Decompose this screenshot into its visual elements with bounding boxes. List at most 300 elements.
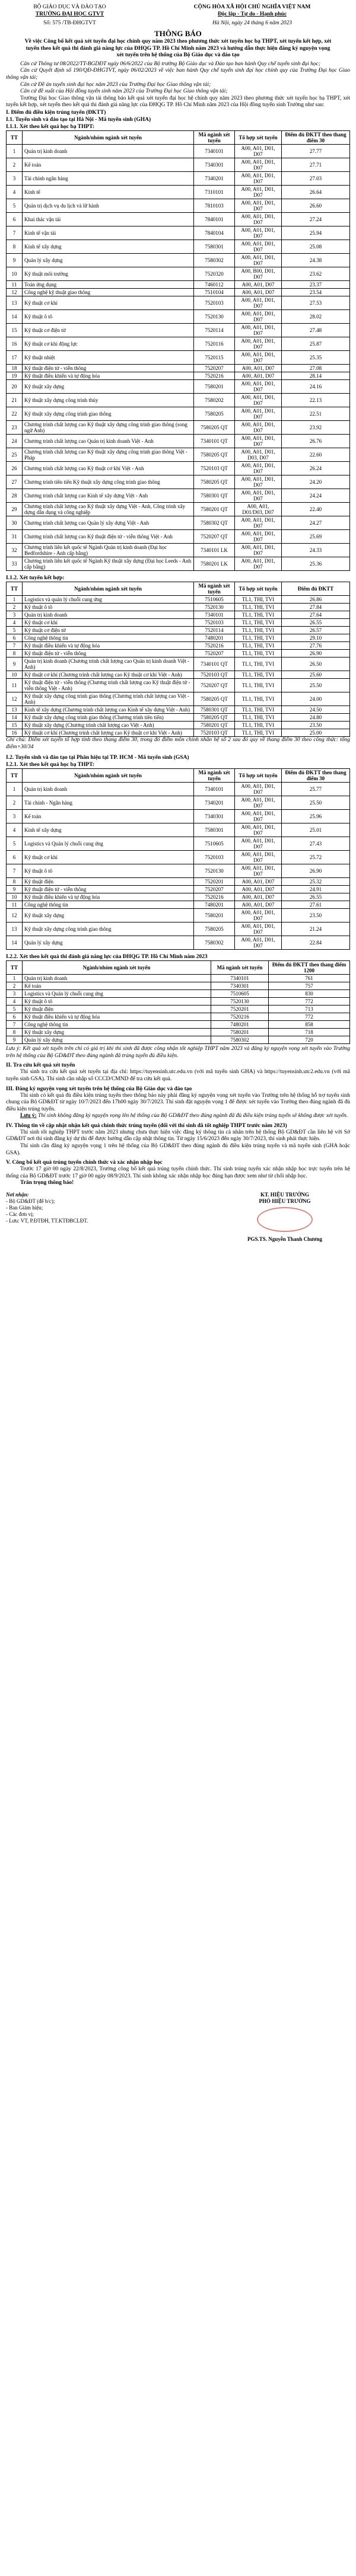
table-cell: 26.57 — [282, 626, 350, 634]
intro-block — [6, 61, 350, 109]
table-cell: 7520103 QT — [194, 671, 235, 678]
table-cell: TL1, THI, TVI — [235, 626, 282, 634]
table-cell: 6 — [7, 634, 23, 641]
table-cell: 25.08 — [282, 240, 350, 253]
table-cell: 7580205 QT — [194, 692, 235, 706]
header-left — [6, 4, 134, 27]
table-cell: Kỹ thuật môi trường — [23, 267, 194, 280]
table-row — [7, 982, 350, 990]
table-cell: 9 — [7, 657, 23, 671]
table-cell: Toán ứng dụng — [23, 280, 194, 288]
table-cell: 7340101 — [194, 611, 235, 618]
column-header: Mã ngành xét tuyển — [194, 769, 235, 783]
table-row — [7, 379, 350, 393]
table-cell: 7 — [7, 641, 23, 649]
table-cell: 14 — [7, 713, 23, 721]
table-cell: 14 — [7, 309, 23, 323]
table-cell: 7580201 QT — [194, 721, 235, 729]
table-cell: Chương trình liên kết quốc tế Ngành Kỹ thuật xây dựng (Đại học Leeds - Anh cấp bằng) — [23, 557, 194, 570]
column-header: TT — [7, 961, 23, 975]
table-cell: A00, A01, D01, D07 — [235, 350, 282, 364]
table-cell: 3 — [7, 810, 23, 823]
recipient-item: - Các đơn vị; — [6, 1211, 34, 1218]
table-cell: A00, A01, D01, D07 — [235, 212, 282, 226]
table-cell: 7580301 QT — [194, 489, 235, 502]
table-row — [7, 372, 350, 379]
table-cell: 7580201 — [211, 1029, 269, 1036]
table-cell: Kỹ thuật ô tô — [23, 309, 194, 323]
table-cell: 33 — [7, 557, 23, 570]
table-cell: 24.16 — [282, 379, 350, 393]
table-row — [7, 975, 350, 982]
table-cell: 11 — [7, 280, 23, 288]
table-cell: 4 — [7, 618, 23, 626]
table-cell: 7580301 QT — [194, 706, 235, 713]
table-cell: 7520216 — [211, 1013, 269, 1021]
table-cell: 13 — [7, 296, 23, 309]
table-cell: Kỹ thuật điện tử - viễn thông (Chương trình chất lượng cao Kỹ thuật điện tử - viễn thông Việt - Anh) — [23, 678, 194, 692]
table-cell: A00, A01, D01, D07 — [235, 393, 282, 407]
table-row — [7, 1036, 350, 1044]
table-cell: Kỹ thuật xây dựng — [23, 379, 194, 393]
table-cell: 22.60 — [282, 448, 350, 461]
table-row — [7, 936, 350, 950]
table-cell: 27.48 — [282, 323, 350, 337]
table-cell: 21 — [7, 393, 23, 407]
table-cell: Kỹ thuật ô tô — [23, 998, 211, 1005]
table-cell: 7340301 — [194, 158, 235, 171]
table-cell: 9 — [7, 1036, 23, 1044]
table-cell: 21.24 — [282, 922, 350, 936]
table-cell: 25.69 — [282, 529, 350, 543]
table-note: Ghi chú: Điểm xét tuyển tổ hợp tính theo thang điểm 30, trong đó điểm môn chính nhân hệ số 2 sau đó quy về thang điểm 30 theo công thức: tổng điểm×30/34 — [6, 736, 350, 750]
table-cell: Kỹ thuật điều khiển và tự động hóa — [23, 893, 194, 901]
table-cell: 27 — [7, 475, 23, 489]
table-row — [7, 502, 350, 516]
intro-paragraph: Căn cứ Quyết định số 190/QĐ-ĐHGTVT, ngày 06/02/2023 về việc ban hành Quy chế tuyển sinh đại học chính quy của Trường Đại học Giao thông vận tải; — [6, 68, 350, 81]
table-cell: 7580201 — [194, 379, 235, 393]
table-cell: 6 — [7, 212, 23, 226]
table-row — [7, 350, 350, 364]
table-cell: Kỹ thuật cơ điện tử — [23, 626, 194, 634]
table-row — [7, 603, 350, 611]
table-cell: 7340101 QT — [194, 434, 235, 448]
table-row — [7, 393, 350, 407]
table-cell: 15 — [7, 721, 23, 729]
table-cell: 7 — [7, 1021, 23, 1029]
table-cell: Quản lý xây dựng — [23, 936, 194, 950]
table-cell: 7580201 QT — [194, 502, 235, 516]
table-cell: 24.80 — [282, 713, 350, 721]
table-row — [7, 729, 350, 736]
table-row — [7, 641, 350, 649]
table-cell: 7580201 — [194, 909, 235, 922]
table-cell: A00, A01, D01, D07 — [235, 199, 282, 212]
table-cell: 7580205 — [194, 407, 235, 420]
table-cell: A00, A01, D01, D07 — [235, 461, 282, 475]
table-cell: 8 — [7, 649, 23, 657]
table-row — [7, 851, 350, 864]
closing-text: Trân trọng thông báo! — [20, 1180, 74, 1186]
table-cell: 7520115 — [194, 350, 235, 364]
column-header: Tổ hợp xét tuyển — [235, 769, 282, 783]
table-cell: Công nghệ thông tin — [23, 901, 194, 909]
table-cell: Kỹ thuật xây dựng công trình thủy — [23, 393, 194, 407]
table-cell: 7580202 — [194, 393, 235, 407]
table-ha-noi-ket-hop — [6, 582, 350, 737]
table-cell: 7340101 QT — [194, 657, 235, 671]
table-cell: 25.94 — [282, 226, 350, 240]
intro-paragraph: Căn cứ Thông tư 08/2022/TT-BGDĐT ngày 06/6/2022 của Bộ trưởng Bộ Giáo dục và Đào tạo ban hành Quy chế tuyển sinh đại học; — [20, 60, 321, 67]
table-cell: 7580302 — [211, 1036, 269, 1044]
table-row — [7, 253, 350, 267]
table-cell: 27.71 — [282, 158, 350, 171]
table-cell: A00, A01, D07 — [235, 878, 282, 886]
table-row — [7, 516, 350, 529]
table-row — [7, 1013, 350, 1021]
table-cell: 6 — [7, 851, 23, 864]
table-cell: 757 — [269, 982, 350, 990]
table-row — [7, 296, 350, 309]
table-cell: 25.96 — [282, 810, 350, 823]
table-cell: 7520320 — [194, 267, 235, 280]
table-cell: 28.14 — [282, 372, 350, 379]
table-cell: 7340301 — [194, 810, 235, 823]
table-cell: Kỹ thuật cơ khí (Chương trình chất lượng cao Kỹ thuật cơ khí Việt - Anh) — [23, 729, 194, 736]
table-cell: A00, A01, D01, D07 — [235, 516, 282, 529]
table-cell: 7520114 — [194, 323, 235, 337]
table-cell: 720 — [269, 1036, 350, 1044]
table-row — [7, 837, 350, 851]
table-row — [7, 618, 350, 626]
table-cell: TL1, THI, TVI — [235, 657, 282, 671]
table-cell: A00, A01, D07 — [235, 364, 282, 372]
intro-paragraph: Căn cứ đề xuất của Hội đồng tuyển sinh năm 2023 của Trường Đại học Giao thông vận tải; — [20, 88, 228, 95]
table-cell: Kế toán — [23, 982, 211, 990]
section-heading: I.2.1. Xét theo kết quả học bạ THPT: — [6, 762, 95, 768]
table-cell: 5 — [7, 199, 23, 212]
table-cell: Chương trình chất lượng cao Kỹ thuật điện tử - viễn thông Việt - Anh — [23, 529, 194, 543]
table-cell: 27.43 — [282, 837, 350, 851]
table-row — [7, 543, 350, 557]
table-cell: 23.54 — [282, 288, 350, 296]
table-cell: 24.50 — [282, 706, 350, 713]
table-cell: 1 — [7, 144, 23, 158]
table-cell: Kỹ thuật nhiệt — [23, 350, 194, 364]
table-cell: 15 — [7, 323, 23, 337]
recipient-item: - Bộ GD&ĐT (để b/c); — [6, 1198, 55, 1205]
table-header-row — [7, 769, 350, 783]
table-cell: 772 — [269, 998, 350, 1005]
table-cell: Kinh tế vận tải — [23, 226, 194, 240]
table-cell: 27.53 — [282, 296, 350, 309]
table-cell: 7580205 QT — [194, 713, 235, 721]
table-cell: 7510605 — [194, 595, 235, 603]
table-cell: Kỹ thuật điều khiển và tự động hóa — [23, 372, 194, 379]
table-cell: 27.61 — [282, 901, 350, 909]
table-cell: 25 — [7, 448, 23, 461]
official-stamp — [220, 1207, 350, 1234]
table-cell: 2 — [7, 603, 23, 611]
table-row — [7, 199, 350, 212]
table-cell: A00, A01, D07 — [235, 893, 282, 901]
section-note: Thí sinh không đăng ký nguyện vọng lên hệ thống của Bộ GD&ĐT theo đúng ngành đã đủ điều kiện trúng tuyển sẽ không được xét tuyển. — [37, 1113, 348, 1119]
table-cell: 7520216 — [194, 372, 235, 379]
column-header: Mã ngành xét tuyển — [194, 582, 235, 595]
table-cell: 26.60 — [282, 199, 350, 212]
table-row — [7, 678, 350, 692]
table-cell: 22.13 — [282, 393, 350, 407]
table-cell: Kỹ thuật xây dựng — [23, 1029, 211, 1036]
table-row — [7, 1005, 350, 1013]
table-row — [7, 909, 350, 922]
table-cell: 7520103 — [194, 618, 235, 626]
table-cell: 7 — [7, 864, 23, 878]
table-cell: 7520116 — [194, 337, 235, 350]
table-cell: Kinh tế xây dựng — [23, 823, 194, 837]
table-row — [7, 823, 350, 837]
table-cell: 11 — [7, 678, 23, 692]
table-cell: 7580205 QT — [194, 448, 235, 461]
table-cell: 7520103 QT — [194, 461, 235, 475]
section-heading: II. Tra cứu kết quả xét tuyển — [6, 1062, 75, 1069]
table-cell: 25.36 — [282, 557, 350, 570]
column-header: TT — [7, 769, 23, 783]
table-cell: 24.20 — [282, 475, 350, 489]
table-cell: 1 — [7, 595, 23, 603]
table-cell: 24.24 — [282, 489, 350, 502]
table-row — [7, 323, 350, 337]
table-cell: A00, A01, D07 — [235, 901, 282, 909]
intro-paragraph: Trường Đại học Giao thông vận tải thông báo kết quả xét tuyển đại học hệ chính quy năm 2023 theo phương thức xét tuyển học bạ THPT, xét tuyển kết hợp, xét tuyển theo kết quả thi đánh giá năng lực của ĐHQG TP. Hồ Chí Minh năm 2023 của Hội đồng tuyển sinh Trường như sau: — [6, 95, 350, 108]
table-cell: 7520207 — [194, 649, 235, 657]
table-cell: Tài chính ngân hàng — [23, 171, 194, 185]
table-cell: Chương trình chất lượng cao Quản lý xây dựng Việt - Anh — [23, 516, 194, 529]
table-cell: 7520207 QT — [194, 529, 235, 543]
table-cell: 25.72 — [282, 851, 350, 864]
table-cell: 26.76 — [282, 434, 350, 448]
column-header: Điểm đủ ĐKTT theo thang điểm 30 — [282, 769, 350, 783]
table-cell: Chương trình chất lượng cao Quản trị kinh doanh Việt - Anh — [23, 434, 194, 448]
table-cell: 7810103 — [194, 199, 235, 212]
table-row — [7, 922, 350, 936]
table-cell: 24.27 — [282, 516, 350, 529]
table-cell: 7520130 — [194, 864, 235, 878]
table-cell: TL1, THI, TVI — [235, 713, 282, 721]
table-row — [7, 796, 350, 810]
recipient-item: - Lưu: VT, P.ĐTĐH, TT.KTĐBCLĐT. — [6, 1218, 88, 1224]
table-cell: A00, A01, D01, D07 — [235, 171, 282, 185]
table-cell: A00, A01, D01, D07 — [235, 420, 282, 434]
table-cell: 1 — [7, 783, 23, 796]
table-row — [7, 611, 350, 618]
column-header: TT — [7, 130, 23, 144]
table-cell: 23.92 — [282, 420, 350, 434]
column-header: Ngành/nhóm ngành xét tuyển — [23, 769, 194, 783]
table-cell: 24.00 — [282, 692, 350, 706]
table-cell: 12 — [7, 692, 23, 706]
motto: Độc lập - Tự do - Hạnh phúc — [217, 11, 287, 17]
table-row — [7, 1021, 350, 1029]
table-cell: A00, A01, D01, D07 — [235, 864, 282, 878]
signer-role: PHÓ HIỆU TRƯỞNG — [259, 1198, 311, 1205]
table-cell: A00, A01, D07 — [235, 886, 282, 893]
table-cell: Quản lý xây dựng — [23, 253, 194, 267]
table-cell: A00, A01, D01, D07 — [235, 922, 282, 936]
column-header: Mã ngành xét tuyển — [211, 961, 269, 975]
table-cell: Kinh tế xây dựng — [23, 240, 194, 253]
table-cell: 23.62 — [282, 267, 350, 280]
table-cell: Kỹ thuật ô tô — [23, 603, 194, 611]
table-row — [7, 144, 350, 158]
table-cell: 25.60 — [282, 671, 350, 678]
section-heading: I.1.1. Xét theo kết quả học bạ THPT: — [6, 123, 95, 130]
table-cell: TL1, THI, TVI — [235, 603, 282, 611]
table-hcm-dgnl — [6, 960, 350, 1044]
table-row — [7, 212, 350, 226]
table-row — [7, 529, 350, 543]
table-cell: Khai thác vận tải — [23, 212, 194, 226]
table-cell: 4 — [7, 998, 23, 1005]
table-cell: 23.50 — [282, 909, 350, 922]
table-cell: 29 — [7, 502, 23, 516]
table-cell: A00, A01, D01, D07 — [235, 240, 282, 253]
section-heading: I.1.2. Xét tuyển kết hợp: — [6, 574, 65, 581]
table-cell: 7580302 QT — [194, 516, 235, 529]
table-row — [7, 810, 350, 823]
table-cell: 7480201 — [211, 1021, 269, 1029]
table-cell: 26.64 — [282, 185, 350, 199]
country-name: CỘNG HÒA XÃ HỘI CHỦ NGHĨA VIỆT NAM — [193, 4, 311, 10]
table-cell: A00, A01, D01, D07 — [235, 543, 282, 557]
table-cell: Công nghệ kỹ thuật giao thông — [23, 288, 194, 296]
table-cell: 7520207 QT — [194, 678, 235, 692]
table-cell: 9 — [7, 253, 23, 267]
table-cell: 7520130 — [211, 998, 269, 1005]
table-cell: TL1, THI, TVI — [235, 678, 282, 692]
section-heading: I.2. Tuyển sinh và đào tạo tại Phân hiệu tại TP. HCM - Mã tuyển sinh (GSA) — [6, 755, 189, 761]
table-row — [7, 1029, 350, 1036]
table-row — [7, 420, 350, 434]
section-body: Thí sinh có kết quả đủ điều kiện trúng tuyển theo thông báo này phải đăng ký nguyện vọng xét tuyển vào Trường trên hệ thống hỗ trợ tuyển sinh chung của Bộ GD&ĐT từ ngày 10/7/2023 đến 17h00 ngày 30/7/2023. Thí sinh đặt nguyện vọng 1 để được xét tuyển vào Trường theo đúng ngành đã đủ điều kiện trúng tuyển. — [6, 1092, 350, 1112]
column-header: Ngành/nhóm ngành xét tuyển — [23, 961, 211, 975]
table-cell: Logistics và Quản lý chuỗi cung ứng — [23, 990, 211, 998]
table-cell: 25.00 — [282, 729, 350, 736]
table-row — [7, 475, 350, 489]
table-cell: A00, A01, D01, D07 — [235, 810, 282, 823]
table-cell: 25.50 — [282, 678, 350, 692]
table-row — [7, 671, 350, 678]
note-label: Lưu ý: — [20, 1113, 37, 1119]
table-cell: 858 — [269, 1021, 350, 1029]
table-cell: Kỹ thuật xây dựng (Chương trình chất lượng cao Việt - Anh) — [23, 721, 194, 729]
table-cell: 7840104 — [194, 226, 235, 240]
table-row — [7, 901, 350, 909]
table-cell: Quản trị kinh doanh — [23, 975, 211, 982]
signer-block — [220, 1192, 350, 1243]
column-header: Tổ hợp xét tuyển — [235, 130, 282, 144]
table-cell: 3 — [7, 990, 23, 998]
table-cell: 7520103 QT — [194, 729, 235, 736]
table-cell: 28 — [7, 489, 23, 502]
table-cell: 22 — [7, 407, 23, 420]
table-row — [7, 657, 350, 671]
table-cell: 26.55 — [282, 618, 350, 626]
table-row — [7, 557, 350, 570]
table-cell: Kinh tế — [23, 185, 194, 199]
table-cell: A00, A01, D01, D07 — [235, 253, 282, 267]
university-name: TRƯỜNG ĐẠI HỌC GTVT — [35, 11, 104, 17]
table-cell: 10 — [7, 671, 23, 678]
table-cell: 7520207 — [194, 364, 235, 372]
table-cell: Kỹ thuật điều khiển và tự động hóa — [23, 1013, 211, 1021]
table-cell: A00, A01, D01, D03, D07 — [235, 448, 282, 461]
table-cell: 10 — [7, 893, 23, 901]
table-cell: Chương trình chất lượng cao Kỹ thuật xây dựng Việt - Anh, Công trình xây dựng dân dụng và công nghiệp — [23, 502, 194, 516]
table-cell: 772 — [269, 1013, 350, 1021]
recipients-label: Nơi nhận: — [6, 1192, 29, 1198]
table-cell: 7520103 — [194, 296, 235, 309]
table-cell: Chương trình chất lượng cao Kỹ thuật xây dựng công trình giao thông (song ngữ Anh) — [23, 420, 194, 434]
table-header-row — [7, 961, 350, 975]
table-cell: 8 — [7, 878, 23, 886]
table-cell: A00, A01, D01, D07 — [235, 226, 282, 240]
table-cell: 7340101 — [194, 783, 235, 796]
table-cell: Kỹ thuật điện tử - viễn thông — [23, 886, 194, 893]
table-cell: Công nghệ thông tin — [23, 1021, 211, 1029]
table-cell: Quản lý xây dựng — [23, 1036, 211, 1044]
table-cell: 32 — [7, 543, 23, 557]
table-cell: 7520130 — [194, 603, 235, 611]
table-cell: Kỹ thuật cơ điện tử — [23, 323, 194, 337]
column-header: Ngành/nhóm ngành xét tuyển — [23, 130, 194, 144]
table-cell: 13 — [7, 922, 23, 936]
table-row — [7, 595, 350, 603]
table-cell: 7520114 — [194, 626, 235, 634]
column-header: Ngành/nhóm ngành xét tuyển — [23, 582, 194, 595]
table-cell: 23.50 — [282, 721, 350, 729]
table-cell: 6 — [7, 1013, 23, 1021]
table-cell: Kỹ thuật cơ khí (Chương trình chất lượng cao Kỹ thuật cơ khí Việt - Anh) — [23, 671, 194, 678]
table-row — [7, 434, 350, 448]
table-cell: 830 — [269, 990, 350, 998]
table-cell: TL1, THI, TVI — [235, 618, 282, 626]
table-cell: 25.77 — [282, 783, 350, 796]
section-heading: IV. Thông tin về cập nhật nhận kết quả chính thức trúng tuyển (đối với thí sinh đã tốt nghiệp THPT trước năm 2023) — [6, 1122, 287, 1129]
table-cell: 7580302 — [194, 936, 235, 950]
table-cell: Quản trị kinh doanh — [23, 611, 194, 618]
table-cell: 27.64 — [282, 611, 350, 618]
table-cell: Quản trị kinh doanh (Chương trình chất lượng cao Quản trị kinh doanh Việt - Anh) — [23, 657, 194, 671]
table-row — [7, 634, 350, 641]
table-row — [7, 280, 350, 288]
table-cell: 30 — [7, 516, 23, 529]
table-cell: Logistics và Quản lý chuỗi cung ứng — [23, 837, 194, 851]
table-cell: 25.50 — [282, 796, 350, 810]
table-cell: A00, A01, D01, D07 — [235, 475, 282, 489]
section-heading: I.2.2. Xét theo kết quả thi đánh giá năng lực của ĐHQG TP. Hồ Chí Minh năm 2023 — [6, 954, 208, 960]
signer-name: PGS.TS. Nguyễn Thanh Chương — [247, 1236, 323, 1243]
table-cell: A00, A01, D01, D07 — [235, 323, 282, 337]
table-cell: 4 — [7, 823, 23, 837]
signature-block — [6, 1192, 350, 1243]
table-cell: A00, A01, D07 — [235, 280, 282, 288]
column-header: TT — [7, 582, 23, 595]
column-header: Điểm đủ ĐKTT theo thang điểm 30 — [282, 130, 350, 144]
table-cell: 26.86 — [282, 595, 350, 603]
section-heading: V. Công bố kết quả trúng tuyển chính thức và xác nhận nhập học — [6, 1160, 163, 1166]
table-cell: 12 — [7, 909, 23, 922]
